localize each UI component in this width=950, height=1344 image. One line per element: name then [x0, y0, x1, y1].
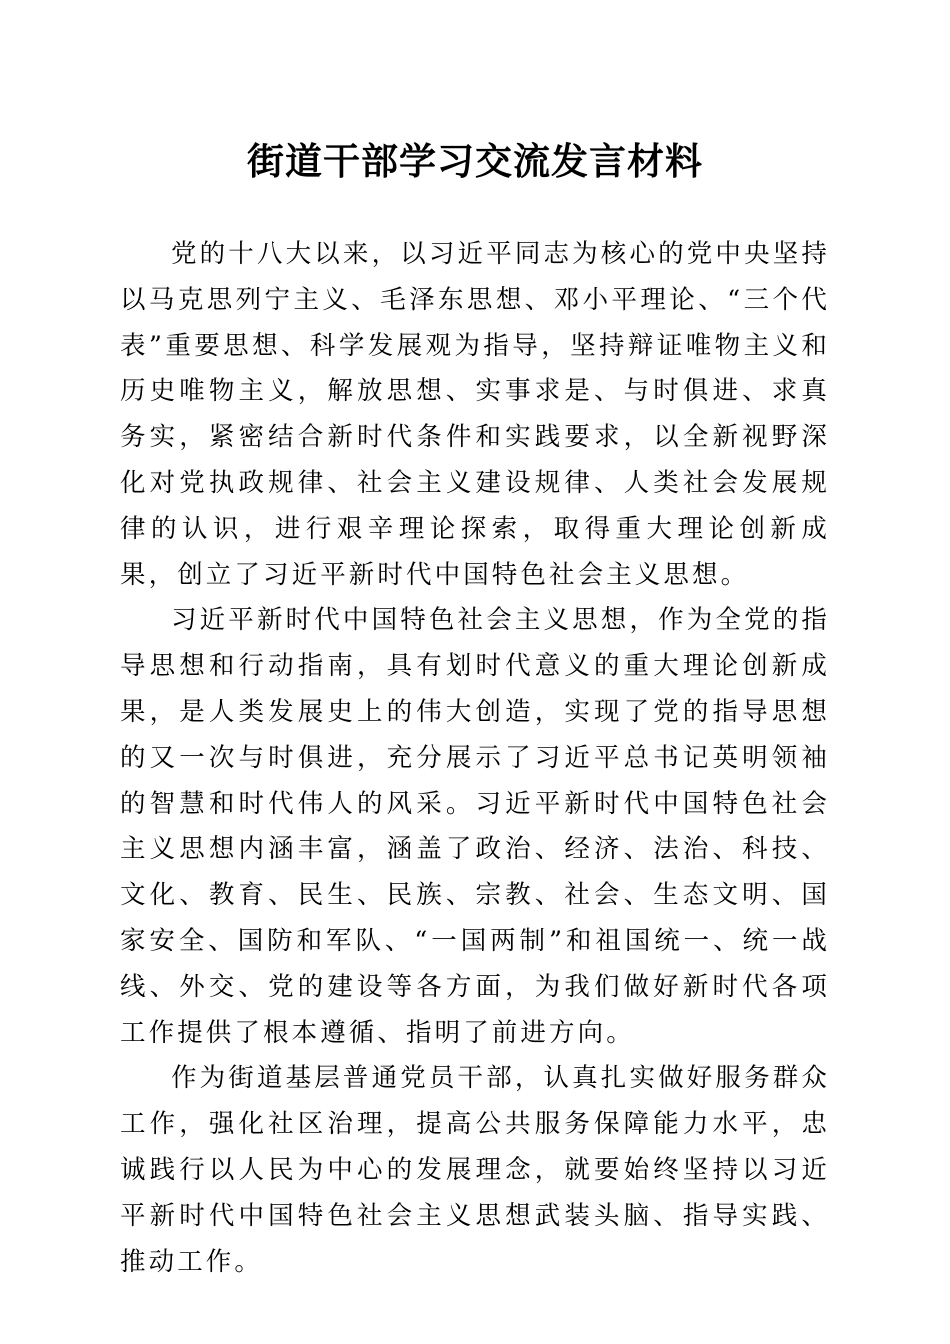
paragraph-1: 党的十八大以来，以习近平同志为核心的党中央坚持以马克思列宁主义、毛泽东思想、邓小平理论、“三个代表”重要思想、科学发展观为指导，坚持辩证唯物主义和历史唯物主义，解放思想、实事求是、与时俱进、求真务实，紧密结合新时代条件和实践要求，以全新视野深化对党执政规律、社会主义建设规律、人类社会发展规律的认识，进行艰辛理论探索，取得重大理论创新成果，创立了习近平新时代中国特色社会主义思想。 [120, 239, 830, 590]
paragraph-2: 习近平新时代中国特色社会主义思想，作为全党的指导思想和行动指南，具有划时代意义的重大理论创新成果，是人类发展史上的伟大创造，实现了党的指导思想的又一次与时俱进，充分展示了习近平总书记英明领袖的智慧和时代伟人的风采。习近平新时代中国特色社会主义思想内涵丰富，涵盖了政治、经济、法治、科技、文化、教育、民生、民族、宗教、社会、生态文明、国家安全、国防和军队、“一国两制”和祖国统一、统一战线、外交、党的建设等各方面，为我们做好新时代各项工作提供了根本遵循、指明了前进方向。 [120, 605, 830, 1048]
paragraph-3: 作为街道基层普通党员干部，认真扎实做好服务群众工作，强化社区治理，提高公共服务保障能力水平，忠诚践行以人民为中心的发展理念，就要始终坚持以习近平新时代中国特色社会主义思想武装头脑、指导实践、推动工作。 [120, 1063, 830, 1277]
document-body [120, 232, 830, 1285]
document-title: 街道干部学习交流发言材料 [247, 139, 703, 183]
